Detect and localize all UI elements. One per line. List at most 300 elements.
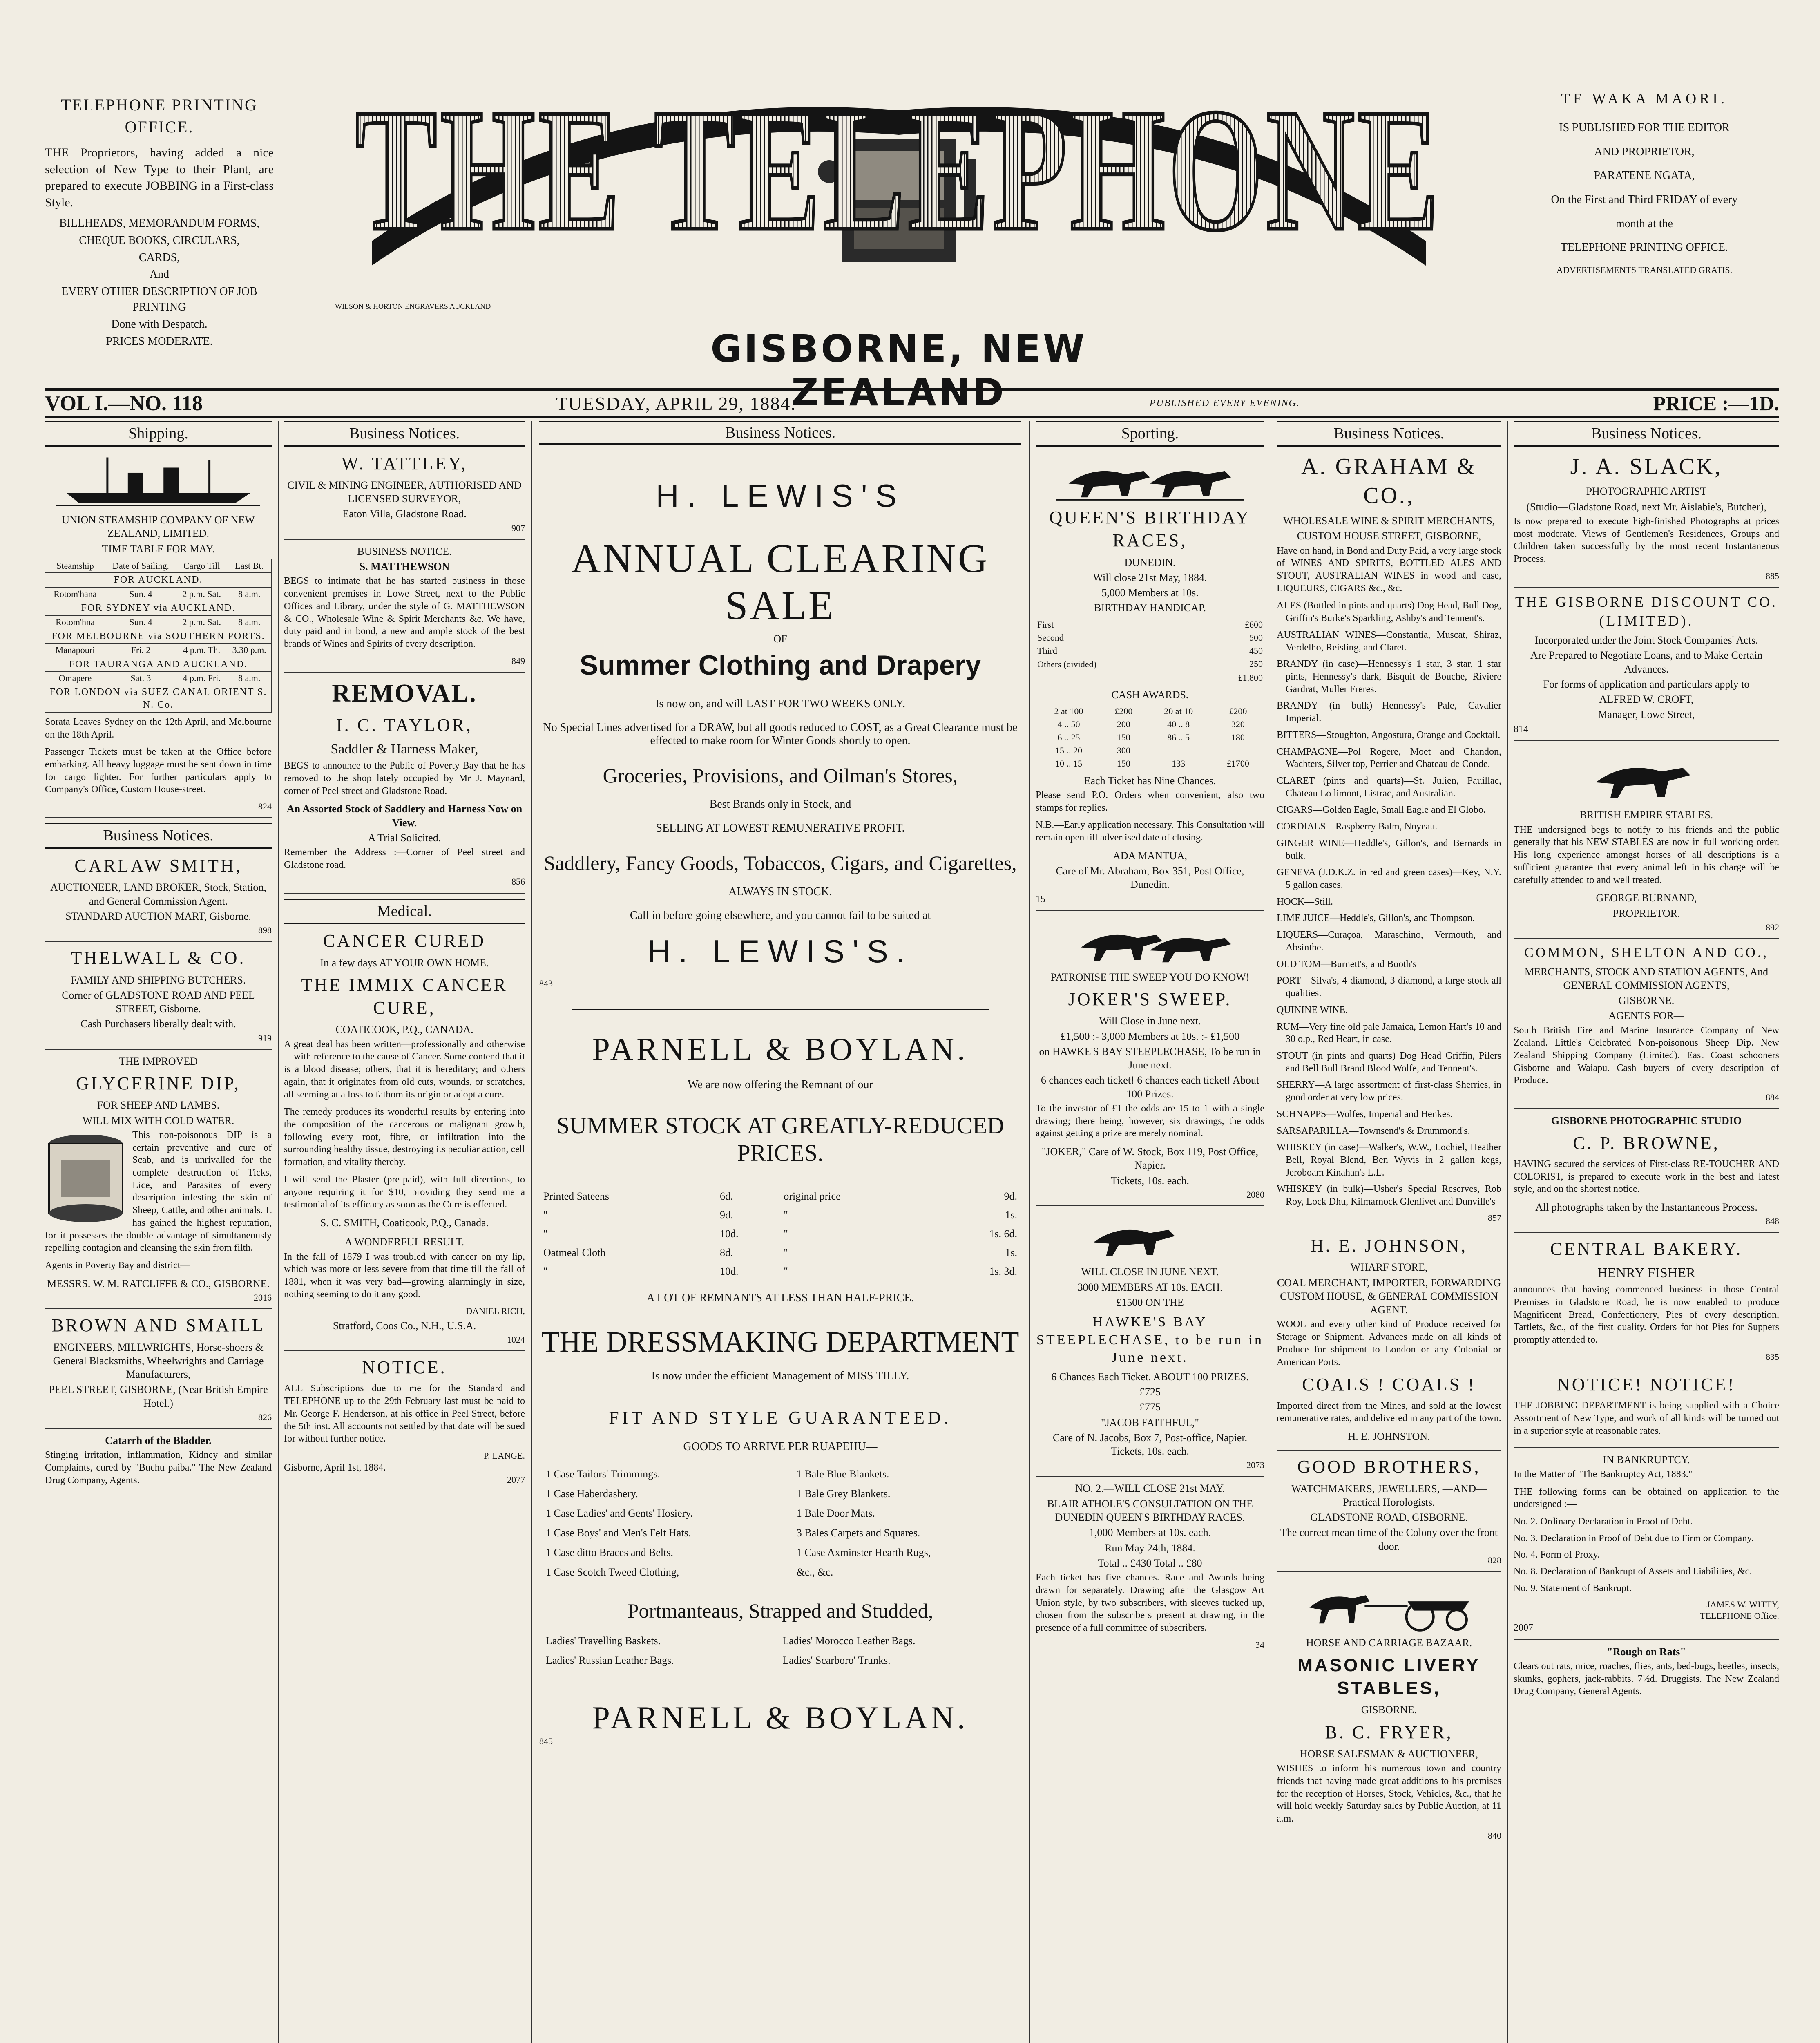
croft-name: ALFRED W. CROFT, xyxy=(1599,693,1694,706)
business-notices-heading: Business Notices. xyxy=(539,421,1021,445)
cash-cell: £200 xyxy=(1114,706,1133,716)
ad-british-empire-stables xyxy=(1514,746,1779,939)
ad-number: 814 xyxy=(1514,724,1528,735)
annual-clearing-sale: ANNUAL CLEARING SALE xyxy=(571,536,989,628)
ad-graham xyxy=(1277,452,1501,1229)
ad-number: 845 xyxy=(539,1736,553,1746)
cash-cell: £200 xyxy=(1229,706,1247,716)
waka-line: IS PUBLISHED FOR THE EDITOR xyxy=(1559,121,1730,134)
ad-lange-notice xyxy=(284,1356,525,1486)
waka-line: month at the xyxy=(1616,217,1673,230)
goods-item: 1 Bale Door Mats. xyxy=(796,1507,875,1519)
printing-line: PRICES MODERATE. xyxy=(106,335,213,348)
publication-frequency: PUBLISHED EVERY EVENING. xyxy=(1149,398,1300,409)
column-graham-johnson xyxy=(1277,421,1501,2043)
call-line: Call in before going elsewhere, and you cannot fail to be suited at xyxy=(630,909,931,922)
carlaw-smith-mart: STANDARD AUCTION MART, Gisborne. xyxy=(65,910,251,922)
tattley-name: W. TATTLEY, xyxy=(341,453,468,474)
stock-item: BRANDY (in case)—Hennessy's 1 star, 3 star, 1 star pints, Hennessy's dark, Bisquit de Bouche, Riviere Gardrat, Muller Freres. xyxy=(1277,659,1501,695)
ad-number: 34 xyxy=(1255,1639,1264,1650)
prize-amount: £600 xyxy=(1245,619,1263,630)
printing-office-body: THE Proprietors, having added a nice selection of New Type to their Plant, are prepared to execute JOBBING in a First-class Style. xyxy=(45,146,274,209)
goods-item: 1 Bale Blue Blankets. xyxy=(796,1468,889,1480)
immix-body: The remedy produces its wonderful results by entering into the composition of the cancerous or malignant growth, following every root, fibre, or infiltration into the surrounding healthy tissue, destroying its peculiar action, cell formation, and vitality thereby. xyxy=(284,1106,525,1168)
prize-amount: 500 xyxy=(1249,632,1263,643)
close-date: Will close 21st May, 1884. xyxy=(1093,571,1207,583)
ad-central-bakery xyxy=(1514,1238,1779,1368)
thelwall-addr: Corner of GLADSTONE ROAD AND PEEL STREET, Gisborne. xyxy=(62,989,255,1015)
nine-chances: Each Ticket has Nine Chances. xyxy=(1084,774,1216,787)
joker-close: Will Close in June next. xyxy=(1099,1015,1201,1027)
witty-office: TELEPHONE Office. xyxy=(1700,1610,1779,1621)
ad-number: 2007 xyxy=(1514,1622,1533,1633)
goods-list xyxy=(539,1464,1021,1583)
price-item: " xyxy=(543,1228,548,1240)
cash-cell: 20 at 10 xyxy=(1164,706,1193,716)
stock-item: STOUT (in pints and quarts) Dog Head Griffin, Pilers and Bell Bull Brand Blood Wolfe, and Tennent's. xyxy=(1277,1050,1501,1074)
stock-item: RUM—Very fine old pale Jamaica, Lemon Hart's 10 and 30 o.p., Red Heart, in case. xyxy=(1277,1021,1501,1045)
groceries-line: Groceries, Provisions, and Oilman's Stores, xyxy=(603,764,958,787)
tt-route: FOR SYDNEY via AUCKLAND. xyxy=(45,601,272,615)
please-send: Please send P.O. Orders when convenient, also two stamps for replies. xyxy=(1036,789,1264,813)
nb-note: N.B.—Early application necessary. This Consultation will remain open till advertised date of closing. xyxy=(1036,820,1264,843)
goods-item: 1 Bale Grey Blankets. xyxy=(796,1488,891,1500)
taylor-trade: Saddler & Harness Maker, xyxy=(331,741,478,757)
price-original: 1s. 3d. xyxy=(989,1265,1017,1277)
tt-cell: 8 a.m. xyxy=(227,615,272,629)
cash-awards-table xyxy=(1036,705,1264,771)
stock-item: CHAMPAGNE—Pol Rogere, Moet and Chandon, Wachters, Silver top, Perrier and Chateau de Conde. xyxy=(1277,746,1501,770)
browne-name: C. P. BROWNE, xyxy=(1573,1133,1720,1153)
stock-item: CIGARS—Golden Eagle, Small Eagle and El Globo. xyxy=(1277,805,1486,816)
column-center-advertisements xyxy=(539,421,1021,2043)
tt-header: Cargo Till xyxy=(176,559,227,572)
joker-members: £1,500 :- 3,000 Members at 10s. :- £1,500 xyxy=(1060,1030,1240,1042)
bankruptcy-form: No. 2. Ordinary Declaration in Proof of Debt. xyxy=(1514,1516,1693,1527)
notice-heading: NOTICE. xyxy=(362,1357,447,1378)
printing-line: CARDS, xyxy=(138,251,180,264)
close-members: 3000 MEMBERS AT 10s. EACH. xyxy=(1077,1281,1223,1293)
price-row xyxy=(539,1262,1021,1281)
racehorses-icon xyxy=(1056,916,1244,966)
prize-place: First xyxy=(1037,619,1054,630)
faithful-address: Care of N. Jacobs, Box 7, Post-office, Napier. Tickets, 10s. each. xyxy=(1052,1431,1248,1457)
racehorses-icon xyxy=(1056,1211,1244,1261)
ad-number: 2077 xyxy=(507,1474,525,1485)
tt-header: Steamship xyxy=(45,559,105,572)
summer-stock-line: SUMMER STOCK AT GREATLY-REDUCED PRICES. xyxy=(556,1112,1004,1166)
tt-cell: Manapouri xyxy=(45,644,105,657)
printing-line: And xyxy=(149,268,170,281)
tt-cell: Sun. 4 xyxy=(105,615,176,629)
jokers-sweep: JOKER'S SWEEP. xyxy=(1068,989,1232,1009)
studio-heading: GISBORNE PHOTOGRAPHIC STUDIO xyxy=(1551,1115,1742,1127)
johnson-name: H. E. JOHNSON, xyxy=(1310,1236,1468,1256)
matthewson-body: BEGS to intimate that he has started business in those convenient premises in Lowe Street, next to the Public Offices and Library, under the style of G. MATTHEWSON & CO., Wholesale Wine & Spirit Merchants &c. We have, duty paid and in bond, a new and ample stock of the best brands of Wines and Spirits of every description. xyxy=(284,576,525,650)
agents-body: South British Fire and Marine Insurance Company of New Zealand. Little's Celebrated Non-poisonous Sheep Dip. New Zealand Shipping Company (Limited). East Coast schooners Gisborne and Waiapu. Cash buyers of every description of Produce. xyxy=(1514,1025,1779,1086)
bankruptcy-form: No. 3. Declaration in Proof of Debt due to Firm or Company. xyxy=(1514,1533,1754,1544)
cash-cell: 320 xyxy=(1231,719,1245,729)
removal-heading: REMOVAL. xyxy=(332,679,477,707)
ad-good-brothers xyxy=(1277,1455,1501,1572)
queens-birthday-races: QUEEN'S BIRTHDAY RACES, xyxy=(1049,507,1251,551)
bags-list xyxy=(539,1631,1021,1671)
graham-address: CUSTOM HOUSE STREET, GISBORNE, xyxy=(1297,530,1481,542)
ad-number: 848 xyxy=(1766,1216,1779,1227)
shipping-timetable xyxy=(45,559,272,713)
prize-place: Third xyxy=(1037,646,1057,656)
close-june: WILL CLOSE IN JUNE NEXT. xyxy=(1081,1266,1219,1278)
immix-place: COATICOOK, P.Q., CANADA. xyxy=(335,1024,473,1036)
cash-cell: 4 .. 50 xyxy=(1057,719,1080,729)
stock-item: LIQUERS—Curaçoa, Maraschino, Vermouth, and Absinthe. xyxy=(1277,930,1501,953)
ad-number: 892 xyxy=(1766,922,1779,932)
waka-line: On the First and Third FRIDAY of every xyxy=(1551,193,1738,206)
tt-cell: 8 a.m. xyxy=(227,672,272,685)
bankruptcy-form: No. 9. Statement of Bankrupt. xyxy=(1514,1583,1632,1594)
tt-route: FOR MELBOURNE via SOUTHERN PORTS. xyxy=(45,629,272,644)
bag-item: Ladies' Scarboro' Trunks. xyxy=(782,1654,891,1666)
tt-cell: 8 a.m. xyxy=(227,587,272,601)
waka-line: PARATENE NGATA, xyxy=(1594,169,1695,182)
waka-translation-note: ADVERTISEMENTS TRANSLATED GRATIS. xyxy=(1556,264,1733,275)
bag-item: Ladies' Russian Leather Bags. xyxy=(546,1654,674,1666)
stock-item: CLARET (pints and quarts)—St. Julien, Pauillac, Chateau Lo limont, Listrac, and Australian. xyxy=(1277,776,1501,799)
stables-heading: BRITISH EMPIRE STABLES. xyxy=(1579,809,1713,821)
business-notices-heading: Business Notices. xyxy=(1277,421,1501,447)
rats-body: Clears out rats, mice, roaches, flies, ants, bed-bugs, beetles, insects, skunks, gophers, jack-rabbits. 7½d. Druggists. The New Zealand Drug Company, General Agents. xyxy=(1514,1661,1779,1697)
graham-desc: WHOLESALE WINE & SPIRIT MERCHANTS, xyxy=(1283,514,1495,527)
ad-number: 835 xyxy=(1766,1351,1779,1362)
stock-item: WHISKEY (in bulk)—Usher's Special Reserves, Rob Roy, Lock Dhu, Kilmarnock Glenlivet and Dunville's xyxy=(1277,1184,1501,1207)
column-rule xyxy=(1507,421,1508,2043)
hawkes-bay-steeplechase: HAWKE'S BAY STEEPLECHASE, to be run in June next. xyxy=(1036,1314,1264,1366)
ad-tattley xyxy=(284,452,525,540)
joker-tickets: Tickets, 10s. each. xyxy=(1111,1174,1189,1187)
slack-addr: (Studio—Gladstone Road, next Mr. Aislabie's, Butcher), xyxy=(1526,501,1766,513)
stock-item: HOCK—Still. xyxy=(1277,896,1333,907)
blair-athole: BLAIR ATHOLE'S CONSULTATION ON THE DUNEDIN QUEEN'S BIRTHDAY RACES. xyxy=(1047,1498,1253,1524)
stock-item: QUININE WINE. xyxy=(1277,1004,1348,1015)
ad-bankruptcy xyxy=(1514,1453,1779,1640)
jacob-faithful: "JACOB FAITHFUL," xyxy=(1101,1416,1199,1428)
printing-line: CHEQUE BOOKS, CIRCULARS, xyxy=(79,234,240,247)
goods-item: 1 Case Ladies' and Gents' Hosiery. xyxy=(546,1507,693,1519)
price-item: Oatmeal Cloth xyxy=(543,1247,606,1258)
prize-place: Others (divided) xyxy=(1037,659,1096,669)
fryer-body: WISHES to inform his numerous town and country friends that having made great additions to his premises for the reception of Horses, Stock, Vehicles, &c., that he will hold weekly Saturday sales by Public Auction, at 11 a.m. xyxy=(1277,1763,1501,1824)
agents-for: AGENTS FOR— xyxy=(1608,1010,1684,1022)
bankruptcy-forms xyxy=(1514,1515,1779,1595)
members-line: 5,000 Members at 10s. xyxy=(1101,587,1199,599)
stock-item: GINGER WINE—Heddle's, Gillon's, and Bernards in bulk. xyxy=(1277,838,1501,861)
good-brothers-time: The correct mean time of the Colony over the front door. xyxy=(1280,1527,1498,1552)
ad-number: 919 xyxy=(258,1033,272,1043)
dip-body: This non-poisonous DIP is a certain preventive and cure of Scab, and is unrivalled for the complete destruction of Ticks, Lice, and Parasites of every description infesting the skin of Sheep, Cattle, and other animals. It has gained the highest reputation, for it possesses the double advantage of simultaneously repelling contagion and cleansing the skin from filth. xyxy=(45,1129,272,1254)
bankruptcy-heading: IN BANKRUPTCY. xyxy=(1603,1453,1690,1466)
discount-loans: Are Prepared to Negotiate Loans, and to Make Certain Advances. xyxy=(1530,649,1763,675)
cash-cell xyxy=(1212,744,1264,757)
slack-body: Is now prepared to execute high-finished Photographs at prices most moderate. Views of Gentlemen's Residences, Groups and Children taken successfully by the most recent Instantaneous Process. xyxy=(1514,516,1779,564)
price-row xyxy=(539,1187,1021,1206)
price-label: " xyxy=(784,1265,788,1277)
column-sporting xyxy=(1036,421,1264,2043)
business-notices-heading: Business Notices. xyxy=(45,823,272,849)
dip-tin-icon xyxy=(45,1131,127,1225)
ad-slack xyxy=(1514,452,1779,588)
always-in-stock: ALWAYS IN STOCK. xyxy=(728,885,832,898)
graham-stock-list xyxy=(1277,599,1501,1208)
stock-item: OLD TOM—Burnett's, and Booth's xyxy=(1277,959,1417,970)
ad-separator xyxy=(572,1009,989,1010)
printing-line: EVERY OTHER DESCRIPTION OF JOB PRINTING xyxy=(61,285,257,313)
tt-route: FOR TAURANGA AND AUCKLAND. xyxy=(45,657,272,672)
rats-heading: "Rough on Rats" xyxy=(1607,1645,1686,1658)
burnand-name: GEORGE BURNAND, xyxy=(1596,892,1697,904)
johnson-wool: WOOL and every other kind of Produce received for Storage or Shipment. Advances made on all kinds of Produce for shipment to London or any Colonial or American Ports. xyxy=(1277,1319,1501,1368)
slack-desc: PHOTOGRAPHIC ARTIST xyxy=(1586,485,1707,498)
printing-line: BILLHEADS, MEMORANDUM FORMS, xyxy=(59,217,260,230)
coals-heading: COALS ! COALS ! xyxy=(1302,1375,1476,1395)
goods-item: 1 Case Tailors' Trimmings. xyxy=(546,1468,660,1480)
no2-close: NO. 2.—WILL CLOSE 21st MAY. xyxy=(1075,1482,1225,1495)
stock-item: SHERRY—A large assortment of first-class Sherries, in good order at very low prices. xyxy=(1277,1080,1501,1103)
price-row xyxy=(539,1243,1021,1262)
printing-office-heading: TELEPHONE PRINTING OFFICE. xyxy=(61,96,258,136)
notice-date: Gisborne, April 1st, 1884. xyxy=(284,1462,386,1473)
waka-line: AND PROPRIETOR, xyxy=(1594,145,1695,158)
discount-forms: For forms of application and particulars apply to xyxy=(1543,678,1750,690)
union-steamship-name: UNION STEAMSHIP COMPANY OF NEW ZEALAND, LIMITED. xyxy=(62,514,255,540)
goods-item: 1 Case Scotch Tweed Clothing, xyxy=(546,1566,679,1578)
ad-johnson xyxy=(1277,1234,1501,1451)
price-sale: 9d. xyxy=(719,1209,733,1221)
notice-body: THE JOBBING DEPARTMENT is being supplied with a Choice Assortment of New Type, and work of all kinds will be turned out in a superior style at reasonable rates. xyxy=(1514,1400,1779,1436)
cash-cell: 2 at 100 xyxy=(1054,706,1083,716)
no-special-line: No Special Lines advertised for a DRAW, but all goods reduced to COST, as a Great Clearance must be effected to make room for Winter Goods shortly to open. xyxy=(543,721,1018,747)
wonderful-body: In the fall of 1879 I was troubled with cancer on my lip, which was more or less severe from that time till the fall of 1881, when it was very bad—growing alarmingly in size, nothing seeming to do it any good. xyxy=(284,1251,525,1300)
tt-cell: Fri. 2 xyxy=(105,644,176,657)
hb-chances: 6 Chances Each Ticket. ABOUT 100 PRIZES. xyxy=(1051,1370,1249,1383)
goods-item: 1 Case Boys' and Men's Felt Hats. xyxy=(546,1527,691,1539)
masonic-stables: MASONIC LIVERY STABLES, xyxy=(1297,1655,1481,1698)
wonderful-addr: Stratford, Coos Co., N.H., U.S.A. xyxy=(333,1319,476,1332)
price-original: 1s. xyxy=(1005,1247,1017,1258)
hb-amount: £1500 ON THE xyxy=(1116,1296,1184,1308)
goods-heading: GOODS TO ARRIVE PER RUAPEHU— xyxy=(683,1440,878,1453)
printing-line: Done with Despatch. xyxy=(111,317,208,331)
wonderful-heading: A WONDERFUL RESULT. xyxy=(344,1236,464,1248)
discount-name: THE GISBORNE DISCOUNT CO. (LIMITED). xyxy=(1515,593,1778,629)
prize-table xyxy=(1036,618,1264,685)
immix-body: A great deal has been written—professionally and otherwise—with reference to the cause of Cancer. Some contend that it is a blood disease; others, that it is hereditary; and others again, that it originates from old cuts, wounds, or scratches, all seeming at a loss to fathom its origin or adopt a cure. xyxy=(284,1039,525,1100)
joker-chances: 6 chances each ticket! 6 chances each ticket! About 100 Prizes. xyxy=(1041,1074,1259,1100)
goods-item: &c., &c. xyxy=(796,1566,833,1578)
johnson-store: WHARF STORE, xyxy=(1350,1261,1428,1274)
cash-cell: 180 xyxy=(1231,732,1245,743)
croft-address: Manager, Lowe Street, xyxy=(1598,709,1695,721)
ad-discount-company xyxy=(1514,592,1779,741)
tt-cell: Rotom'hana xyxy=(45,587,105,601)
joker-address: "JOKER," Care of W. Stock, Box 119, Post Office, Napier. xyxy=(1041,1146,1259,1171)
cash-cell: 86 .. 5 xyxy=(1167,732,1190,743)
stables-body: THE undersigned begs to notify to his friends and the public generally that his NEW STABLES are now in full working order. His long experience amongst horses of all descriptions is a sufficient guarantee that every animal left in his charge will be carefully attended to and well treated. xyxy=(1514,824,1779,885)
tt-cell: 4 p.m. Fri. xyxy=(176,672,227,685)
ad-number: 885 xyxy=(1766,570,1779,581)
now-on-line: Is now on, and will LAST FOR TWO WEEKS ONLY. xyxy=(655,697,905,710)
waka-line: TELEPHONE PRINTING OFFICE. xyxy=(1561,241,1728,254)
ada-mantua: ADA MANTUA, xyxy=(1113,849,1187,862)
stock-item: ALES (Bottled in pints and quarts) Dog Head, Bull Dog, Griffin's Burke's Sparkling, Ashby's and Tennent's. xyxy=(1277,600,1501,624)
stock-item: PORT—Silva's, 4 diamond, 3 diamond, a large stock all qualities. xyxy=(1277,975,1501,999)
engraver-credit: WILSON & HORTON ENGRAVERS AUCKLAND xyxy=(335,302,491,311)
taylor-name: I. C. TAYLOR, xyxy=(336,715,473,735)
cash-cell: 133 xyxy=(1172,758,1186,769)
price-sale: 8d. xyxy=(719,1247,733,1258)
sporting-heading: Sporting. xyxy=(1036,421,1264,447)
cash-cell: 300 xyxy=(1117,745,1130,756)
ad-catarrh xyxy=(45,1434,272,1486)
immix-address: S. C. SMITH, Coaticook, P.Q., Canada. xyxy=(320,1217,489,1229)
tt-cell: Rotom'hna xyxy=(45,615,105,629)
ad-number: 2080 xyxy=(1036,1189,1264,1206)
stock-item: SCHNAPPS—Wolfes, Imperial and Henkes. xyxy=(1277,1109,1453,1120)
discount-inc: Incorporated under the Joint Stock Companies' Acts. xyxy=(1534,634,1758,646)
goods-item: 1 Case Axminster Hearth Rugs, xyxy=(796,1547,931,1558)
business-notices-heading: Business Notices. xyxy=(284,421,525,447)
dip-agents: Agents in Poverty Bay and district— xyxy=(45,1260,190,1271)
fit-style-line: FIT AND STYLE GUARANTEED. xyxy=(609,1408,952,1428)
tt-cell: 2 p.m. Sat. xyxy=(176,587,227,601)
passenger-note: Passenger Tickets must be taken at the Office before embarking. All heavy luggage must be sent down in time for cargo lighter. For further particulars apply to Company's Office, Custom House-street. xyxy=(45,747,272,795)
price-item: " xyxy=(543,1265,548,1277)
masthead-title-text: THE TELEPHONE xyxy=(355,73,1442,267)
cash-cell: 150 xyxy=(1117,758,1130,769)
blair-body: Each ticket has five chances. Race and Awards being drawn for separately. Drawing after the Glasgow Art Union style, by two subscribers, with sleeves tucked up, chosen from the subscribers present at drawing, in the presence of a full committee of subscribers. xyxy=(1036,1572,1264,1633)
best-brands-line: Best Brands only in Stock, and xyxy=(709,798,851,811)
tt-cell: 2 p.m. Sat. xyxy=(176,615,227,629)
dressmaking-sub: Is now under the efficient Management of MISS TILLY. xyxy=(651,1370,909,1382)
ad-number: 840 xyxy=(1488,1830,1501,1841)
ad-number: 1024 xyxy=(507,1334,525,1345)
stock-item: AUSTRALIAN WINES—Constantia, Muscat, Shiraz, Verdelho, Reisling, and Claret. xyxy=(1277,629,1501,653)
ad-common-shelton xyxy=(1514,944,1779,1109)
column-slack-discount xyxy=(1514,421,1779,2043)
prize-total: £1,800 xyxy=(1194,671,1264,684)
common-shelton-name: COMMON, SHELTON AND CO., xyxy=(1524,945,1769,960)
will-mix-label: WILL MIX WITH COLD WATER. xyxy=(82,1114,234,1127)
graham-intro: Have on hand, in Bond and Duty Paid, a very large stock of WINES AND SPIRITS, BOTTLED ALES AND STOUT, AUSTRALIAN WINES in wood and case, LIQUEURS, CIGARS &c., &c. xyxy=(1277,545,1501,594)
ad-number: 2016 xyxy=(254,1292,272,1303)
saddlery-line: Saddlery, Fancy Goods, Tobaccos, Cigars, and Cigarettes, xyxy=(544,852,1017,874)
price-label: " xyxy=(784,1247,788,1258)
tt-route: FOR LONDON via SUEZ CANAL ORIENT S. N. Co. xyxy=(45,685,272,712)
good-brothers-desc: WATCHMAKERS, JEWELLERS, —AND— Practical Horologists, xyxy=(1291,1482,1487,1508)
browne-body: HAVING secured the services of First-class RE-TOUCHER AND COLORIST, is prepared to execute work in the best and latest style, and on the shortest notice. xyxy=(1514,1158,1779,1195)
blair-total: Total .. £430 Total .. £80 xyxy=(1098,1557,1202,1569)
portmanteaus-line: Portmanteaus, Strapped and Studded, xyxy=(627,1599,933,1622)
goods-item: 1 Case ditto Braces and Belts. xyxy=(546,1547,673,1558)
price-original: 1s. xyxy=(1005,1209,1017,1221)
good-brothers-name: GOOD BROTHERS, xyxy=(1297,1457,1481,1477)
horse-icon xyxy=(1538,746,1755,804)
price-sale: 10d. xyxy=(719,1228,739,1240)
graham-name: A. GRAHAM & CO., xyxy=(1301,454,1477,509)
ad-number: 843 xyxy=(539,978,553,988)
ad-number: 898 xyxy=(258,925,272,936)
ad-number: 857 xyxy=(1488,1212,1501,1223)
dressmaking-heading: THE DRESSMAKING DEPARTMENT xyxy=(541,1325,1019,1358)
horse-carriage-icon xyxy=(1297,1577,1481,1632)
fryer-name: B. C. FRYER, xyxy=(1325,1722,1453,1742)
column-rule xyxy=(1029,421,1030,2043)
lewis-signoff: H. LEWIS'S. xyxy=(647,933,913,969)
price-item: " xyxy=(543,1209,548,1221)
taylor-trial: A Trial Solicited. xyxy=(368,832,441,844)
ad-number: 884 xyxy=(1766,1092,1779,1103)
column-rule xyxy=(278,421,279,2043)
price-row xyxy=(539,1206,1021,1225)
horse-bazaar: HORSE AND CARRIAGE BAZAAR. xyxy=(1306,1637,1472,1649)
of-label: OF xyxy=(773,633,787,645)
ad-matthewson xyxy=(284,545,525,673)
shipping-heading: Shipping. xyxy=(45,421,272,447)
price-list xyxy=(539,1187,1021,1281)
ad-number: 828 xyxy=(1488,1555,1501,1565)
witty-name: JAMES W. WITTY, xyxy=(1706,1599,1779,1609)
tattley-addr: Eaton Villa, Gladstone Road. xyxy=(342,508,467,520)
common-place: GISBORNE. xyxy=(1618,995,1675,1007)
masthead-title-artwork xyxy=(310,37,1487,323)
johnson-desc: COAL MERCHANT, IMPORTER, FORWARDING CUSTOM HOUSE, & GENERAL COMMISSION AGENT. xyxy=(1277,1276,1501,1316)
bakery-heading: CENTRAL BAKERY. xyxy=(1550,1239,1743,1259)
glycerine-dip-name: GLYCERINE DIP, xyxy=(76,1073,241,1094)
selling-line: SELLING AT LOWEST REMUNERATIVE PROFIT. xyxy=(656,822,905,834)
bag-item: Ladies' Morocco Leather Bags. xyxy=(782,1635,916,1647)
notice-sign: P. LANGE. xyxy=(484,1450,525,1461)
matthewson-name: S. MATTHEWSON xyxy=(359,561,450,573)
racehorses-icon xyxy=(1056,452,1244,502)
cash-cell: 150 xyxy=(1117,732,1130,743)
cash-cell: 10 .. 15 xyxy=(1055,758,1082,769)
issue-date: TUESDAY, APRIL 29, 1884. xyxy=(556,393,797,414)
stock-item: LIME JUICE—Heddle's, Gillon's, and Thompson. xyxy=(1277,913,1475,924)
business-notices-heading: Business Notices. xyxy=(1514,421,1779,447)
column-shipping xyxy=(45,421,272,2043)
ada-address: Care of Mr. Abraham, Box 351, Post Office, Dunedin. xyxy=(1056,865,1244,891)
bankruptcy-form: No. 8. Declaration of Bankrupt of Assets and Liabilities, &c. xyxy=(1514,1566,1752,1577)
ad-number: 907 xyxy=(511,523,525,533)
tt-route: FOR AUCKLAND. xyxy=(45,572,272,587)
ad-rough-on-rats xyxy=(1514,1645,1779,1698)
price-original: 9d. xyxy=(1004,1190,1017,1202)
medical-heading: Medical. xyxy=(284,899,525,924)
parnell-boylan-signoff: PARNELL & BOYLAN. xyxy=(592,1700,969,1735)
burnand-proprietor: PROPRIETOR. xyxy=(1612,907,1680,919)
waka-maori-heading: TE WAKA MAORI. xyxy=(1561,90,1728,107)
bankruptcy-matter: In the Matter of "The Bankruptcy Act, 1883." xyxy=(1514,1469,1693,1480)
brown-smaill-desc: ENGINEERS, MILLWRIGHTS, Horse-shoers & General Blacksmiths, Wheelwrights and Carriage Manufacturers, xyxy=(53,1341,264,1381)
patronise-line: PATRONISE THE SWEEP YOU DO KNOW! xyxy=(1050,971,1250,983)
stock-item: WHISKEY (in case)—Walker's, W.W., Lochiel, Heather Bell, Royal Blend, Ben Wyvis in 2 gallon kegs, Jeroboam Kinahan's L.L. xyxy=(1277,1142,1501,1178)
ad-number: 15 xyxy=(1036,893,1264,912)
printing-office-notice xyxy=(45,94,274,351)
thelwall-desc: FAMILY AND SHIPPING BUTCHERS. xyxy=(71,974,246,986)
ad-number: 826 xyxy=(258,1412,272,1422)
ad-number: 849 xyxy=(511,655,525,666)
brown-smaill-addr: PEEL STREET, GISBORNE, (Near British Empire Hotel.) xyxy=(49,1384,268,1409)
business-notice-title: BUSINESS NOTICE. xyxy=(357,545,452,557)
